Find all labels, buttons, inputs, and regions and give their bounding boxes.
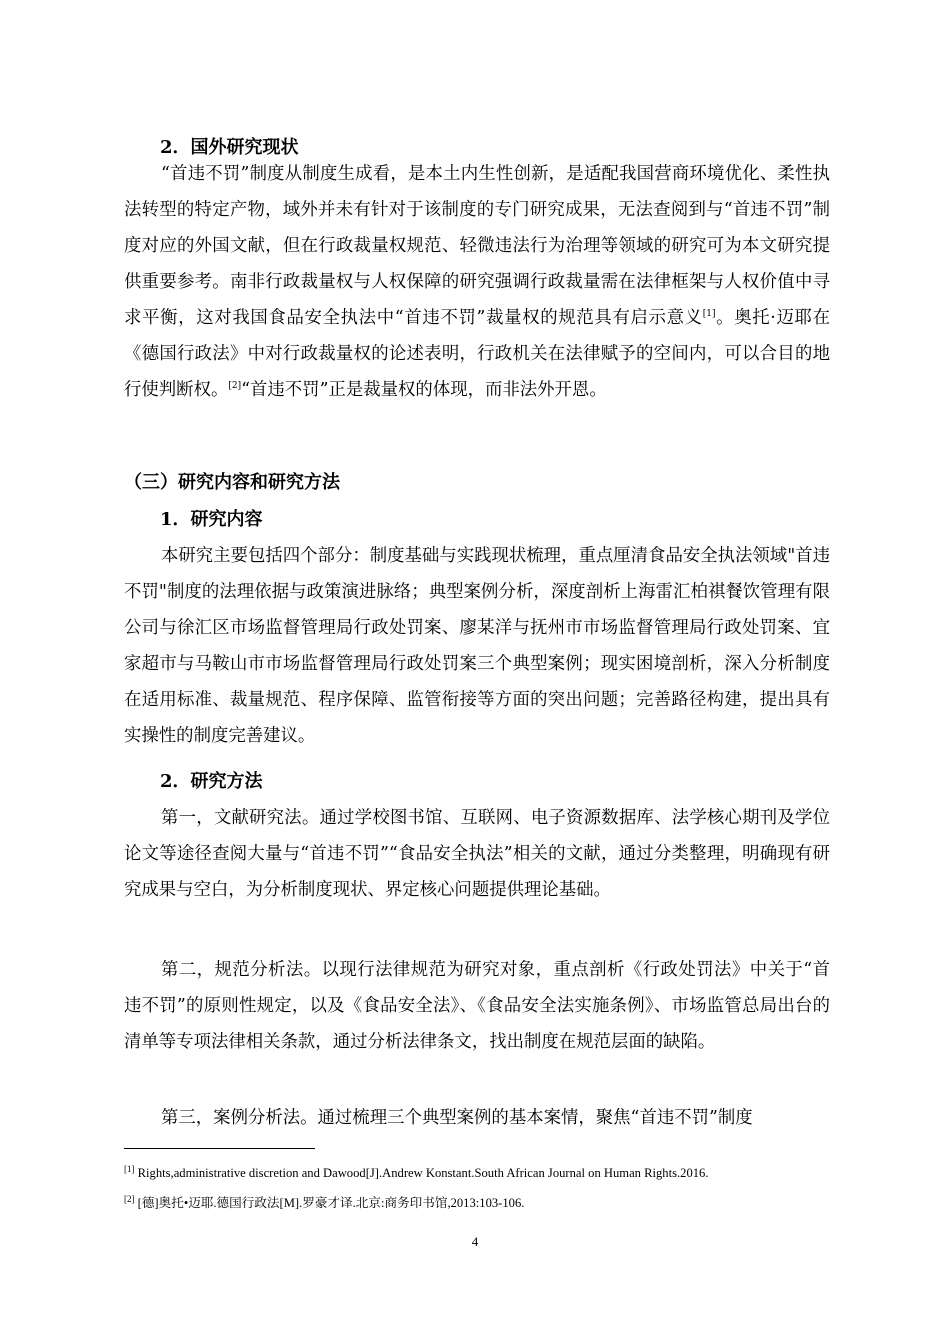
paragraph-literature-method: 第一，文献研究法。通过学校图书馆、互联网、电子资源数据库、法学核心期刊及学位论文等途径查阅大量与“首违不罚”“食品安全执法”相关的文献，通过分类整理，明确现有研究成果与空白，为分析制度现状、界定核心问题提供理论基础。 [124,808,830,900]
footnote-2-mark: [2] [124,1194,135,1204]
subheading-research-content: 1．研究内容 [160,509,263,530]
paragraph-foreign-research [124,156,830,408]
paragraph-research-content: 本研究主要包括四个部分：制度基础与实践现状梳理，重点厘清食品安全执法领域"首违不罚"制度的法理依据与政策演进脉络；典型案例分析，深度剖析上海雷汇柏祺餐饮管理有限公司与徐汇区市场监督管理局行政处罚案、廖某洋与抚州市市场监督管理局行政处罚案、宜家超市与马鞍山市市场监督管理局行政处罚案三个典型案例；现实困境剖析，深入分析制度在适用标准、裁量规范、程序保障、监管衔接等方面的突出问题；完善路径构建，提出具有实操性的制度完善建议。 [124,546,830,746]
page-number: 4 [471,1234,479,1249]
citation-ref-2[interactable]: [2] [228,381,242,391]
paragraph-text: “首违不罚”制度从制度生成看，是本土内生性创新，是适配我国营商环境优化、柔性执法转型的特定产物，域外并未有针对于该制度的专门研究成果，无法查阅到与“首违不罚”制度对应的外国文献，但在行政裁量权规范、轻微违法行为治理等领域的研究可为本文研究提供重要参考。南非行政裁量权与人权保障的研究强调行政裁量需在法律框架与人权价值中寻求平衡，这对我国食品安全执法中“首违不罚”裁量权的规范具有启示意义 [124,164,830,328]
footnote-2 [124,1191,834,1211]
paragraph-normative-method: 第二，规范分析法。以现行法律规范为研究对象，重点剖析《行政处罚法》中关于“首违不罚”的原则性规定，以及《食品安全法》、《食品安全法实施条例》、市场监管总局出台的清单等专项法律相关条款，通过分析法律条文，找出制度在规范层面的缺陷。 [124,960,830,1052]
footnote-1 [124,1161,834,1181]
footnote-2-text: [德]奥托•迈耶.德国行政法[M].罗豪才译.北京:商务印书馆,2013:103-106. [134,1196,525,1210]
footnote-1-mark: [1] [124,1164,135,1174]
paragraph-text: “首违不罚”正是裁量权的体现，而非法外开恩。 [241,380,607,400]
citation-ref-1[interactable]: [1] [702,309,716,319]
section-heading-foreign-research: 2．国外研究现状 [160,137,299,158]
paragraph-text: 。奥托·迈耶在《德国行政法》中对行政裁量权的论述表明，行政机关在法律赋予的空间内，可以合目的地行使判断权。 [124,308,830,400]
paragraph-case-method: 第三，案例分析法。通过梳理三个典型案例的基本案情，聚焦“首违不罚”制度 [161,1108,753,1128]
footnote-1-text: Rights,administrative discretion and Dawood[J].Andrew Konstant.South African Journal on Human Rights.2016. [134,1166,709,1180]
subheading-research-methods: 2．研究方法 [160,771,263,792]
section-heading-research-content-methods: （三）研究内容和研究方法 [124,472,340,493]
footnote-separator [124,1148,315,1149]
